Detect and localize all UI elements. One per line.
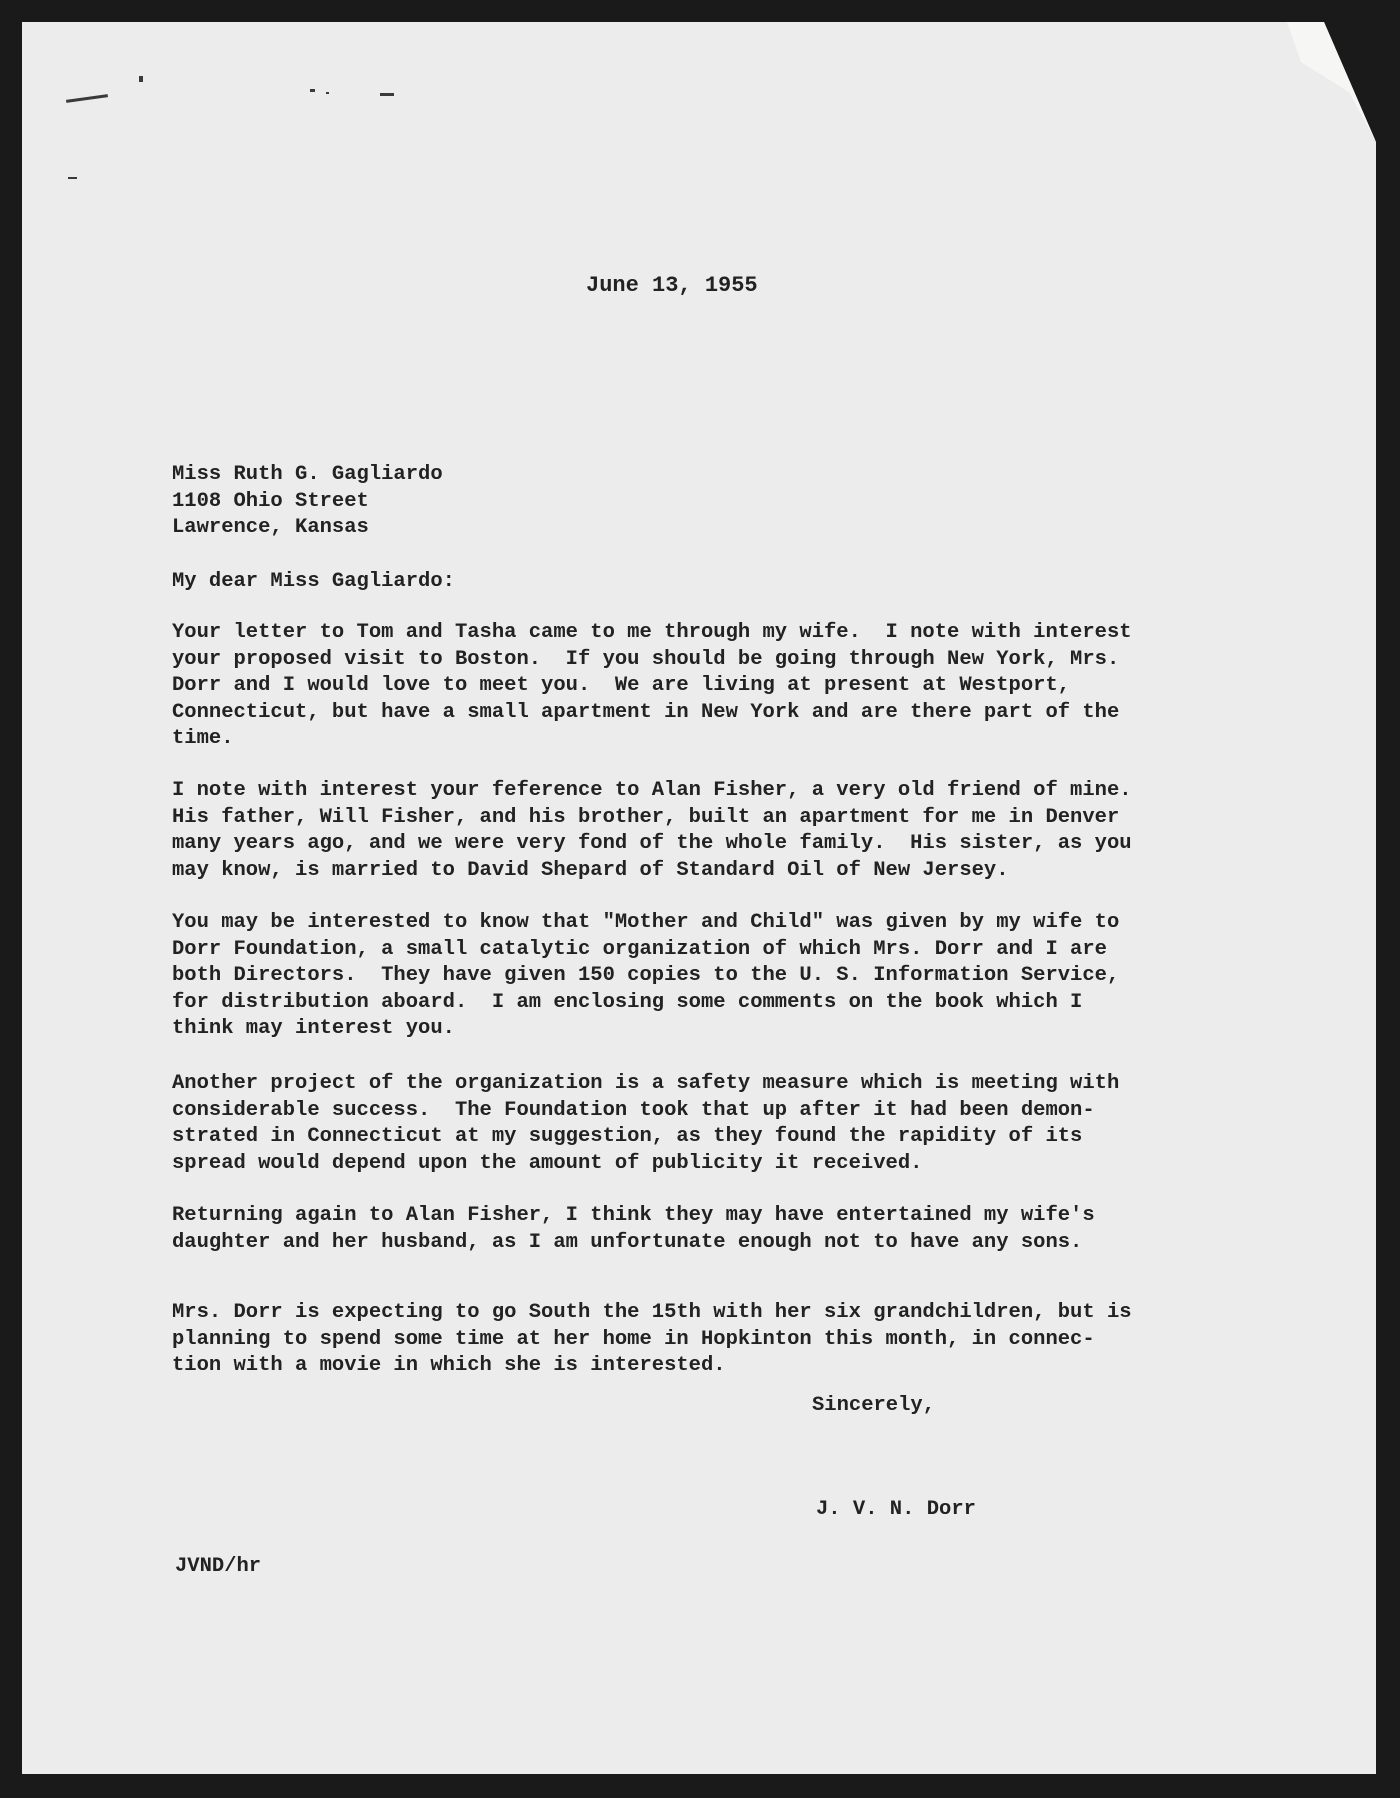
stray-mark bbox=[326, 92, 329, 94]
paragraph-line: daughter and her husband, as I am unfortunate enough not to have any sons. bbox=[172, 1230, 1083, 1254]
stray-mark bbox=[139, 76, 143, 82]
paragraph-line: for distribution aboard. I am enclosing some comments on the book which I bbox=[172, 990, 1083, 1014]
paragraph-line: spread would depend upon the amount of publicity it received. bbox=[172, 1151, 923, 1175]
paragraph-line: your proposed visit to Boston. If you should be going through New York, Mrs. bbox=[172, 647, 1120, 671]
paragraph-line: considerable success. The Foundation took that up after it had been demon- bbox=[172, 1098, 1095, 1122]
paragraph-line: Dorr and I would love to meet you. We are living at present at Westport, bbox=[172, 674, 1071, 697]
paragraph-line: think may interest you. bbox=[172, 1017, 455, 1040]
paragraph-line: I note with interest your feference to Alan Fisher, a very old friend of mine. bbox=[172, 779, 1132, 802]
paragraph-line: time. bbox=[172, 727, 234, 750]
address-line: 1108 Ohio Street bbox=[172, 489, 369, 513]
stray-mark bbox=[68, 177, 77, 179]
paragraph-line: His father, Will Fisher, and his brother, built an apartment for me in Denver bbox=[172, 805, 1120, 829]
paragraph-line: tion with a movie in which she is interested. bbox=[172, 1354, 726, 1377]
body-paragraph bbox=[172, 1203, 1095, 1256]
paragraph-line: Dorr Foundation, a small catalytic organization of which Mrs. Dorr and I are bbox=[172, 937, 1107, 961]
body-paragraph bbox=[172, 778, 1132, 884]
paragraph-line: You may be interested to know that "Mother and Child" was given by my wife to bbox=[172, 911, 1120, 934]
body-paragraph bbox=[172, 1300, 1132, 1380]
closing: Sincerely, bbox=[812, 1394, 936, 1417]
signature-name: J. V. N. Dorr bbox=[816, 1498, 976, 1521]
letter-date: June 13, 1955 bbox=[586, 273, 758, 298]
salutation: My dear Miss Gagliardo: bbox=[172, 570, 455, 593]
stray-mark bbox=[310, 89, 315, 92]
paragraph-line: planning to spend some time at her home in Hopkinton this month, in connec- bbox=[172, 1327, 1095, 1351]
recipient-address bbox=[172, 462, 443, 542]
paragraph-line: Your letter to Tom and Tasha came to me through my wife. I note with interest bbox=[172, 621, 1132, 644]
paragraph-line: many years ago, and we were very fond of the whole family. His sister, as you bbox=[172, 832, 1132, 855]
paragraph-line: strated in Connecticut at my suggestion, as they found the rapidity of its bbox=[172, 1125, 1083, 1148]
paragraph-line: may know, is married to David Shepard of Standard Oil of New Jersey. bbox=[172, 858, 1009, 882]
body-paragraph bbox=[172, 620, 1132, 753]
paragraph-line: both Directors. They have given 150 copies to the U. S. Information Service, bbox=[172, 964, 1120, 987]
body-paragraph bbox=[172, 1071, 1119, 1177]
paragraph-line: Connecticut, but have a small apartment in New York and are there part of the bbox=[172, 700, 1120, 724]
paragraph-line: Another project of the organization is a safety measure which is meeting with bbox=[172, 1072, 1120, 1095]
body-paragraph bbox=[172, 910, 1119, 1043]
address-line: Miss Ruth G. Gagliardo bbox=[172, 463, 443, 486]
address-line: Lawrence, Kansas bbox=[172, 516, 369, 539]
reference-initials: JVND/hr bbox=[175, 1555, 262, 1578]
paragraph-line: Mrs. Dorr is expecting to go South the 15th with her six grandchildren, but is bbox=[172, 1301, 1132, 1324]
stray-mark bbox=[380, 93, 394, 96]
paragraph-line: Returning again to Alan Fisher, I think they may have entertained my wife's bbox=[172, 1204, 1095, 1227]
